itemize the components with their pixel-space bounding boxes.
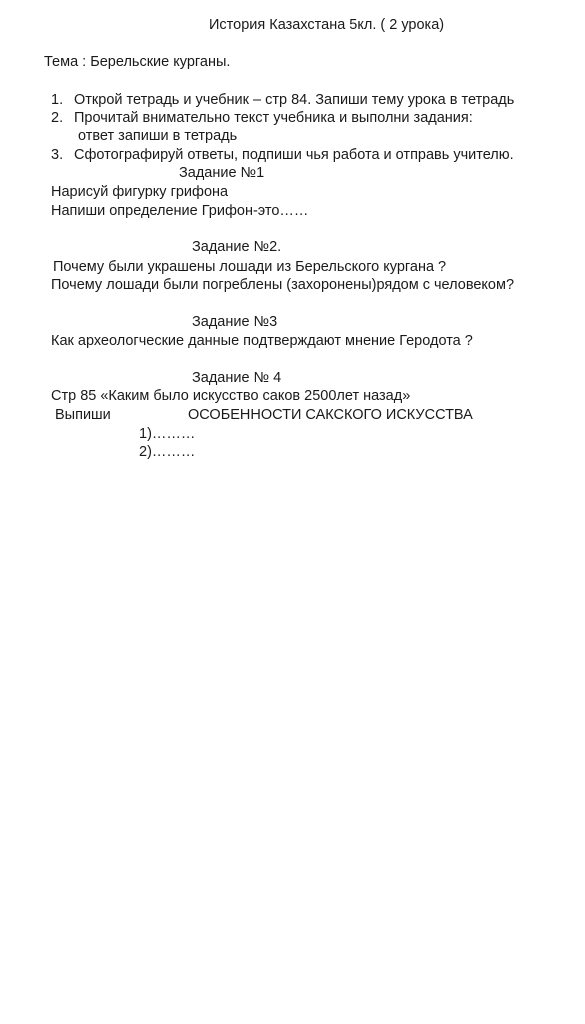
instruction-text: Прочитай внимательно текст учебника и выполни задания: (74, 110, 473, 126)
answer-item: 1)……… (139, 426, 196, 442)
task-source: Стр 85 «Каким было искусство саков 2500лет назад» (51, 388, 411, 404)
task-heading: Задание №2. (192, 239, 282, 255)
instruction-text: Открой тетрадь и учебник – стр 84. Запиши тему урока в тетрадь (74, 92, 515, 108)
document-title: История Казахстана 5кл. ( 2 урока) (209, 17, 445, 33)
instruction-text: Сфотографируй ответы, подпиши чья работа и отправь учителю. (74, 147, 514, 163)
instruction-number: 2. (51, 110, 64, 126)
task-line: Нарисуй фигурку грифона (51, 184, 229, 200)
instruction-number: 1. (51, 92, 64, 108)
task-line: Как археологческие данные подтверждают мнение Геродота ? (51, 333, 473, 349)
write-subject: ОСОБЕННОСТИ САКСКОГО ИСКУССТВА (188, 407, 473, 423)
instruction-continuation: ответ запиши в тетрадь (78, 128, 238, 144)
task-heading: Задание №1 (179, 165, 265, 181)
write-label: Выпиши (55, 407, 111, 423)
task-heading: Задание №3 (192, 314, 278, 330)
answer-item: 2)……… (139, 444, 196, 460)
task-line: Напиши определение Грифон-это…… (51, 203, 309, 219)
topic-line: Тема : Берельские курганы. (44, 54, 231, 70)
task-heading: Задание № 4 (192, 370, 282, 386)
task-line: Почему были украшены лошади из Берельского кургана ? (53, 259, 447, 275)
task-line: Почему лошади были погреблены (захоронены)рядом с человеком? (51, 277, 515, 293)
instruction-number: 3. (51, 147, 64, 163)
